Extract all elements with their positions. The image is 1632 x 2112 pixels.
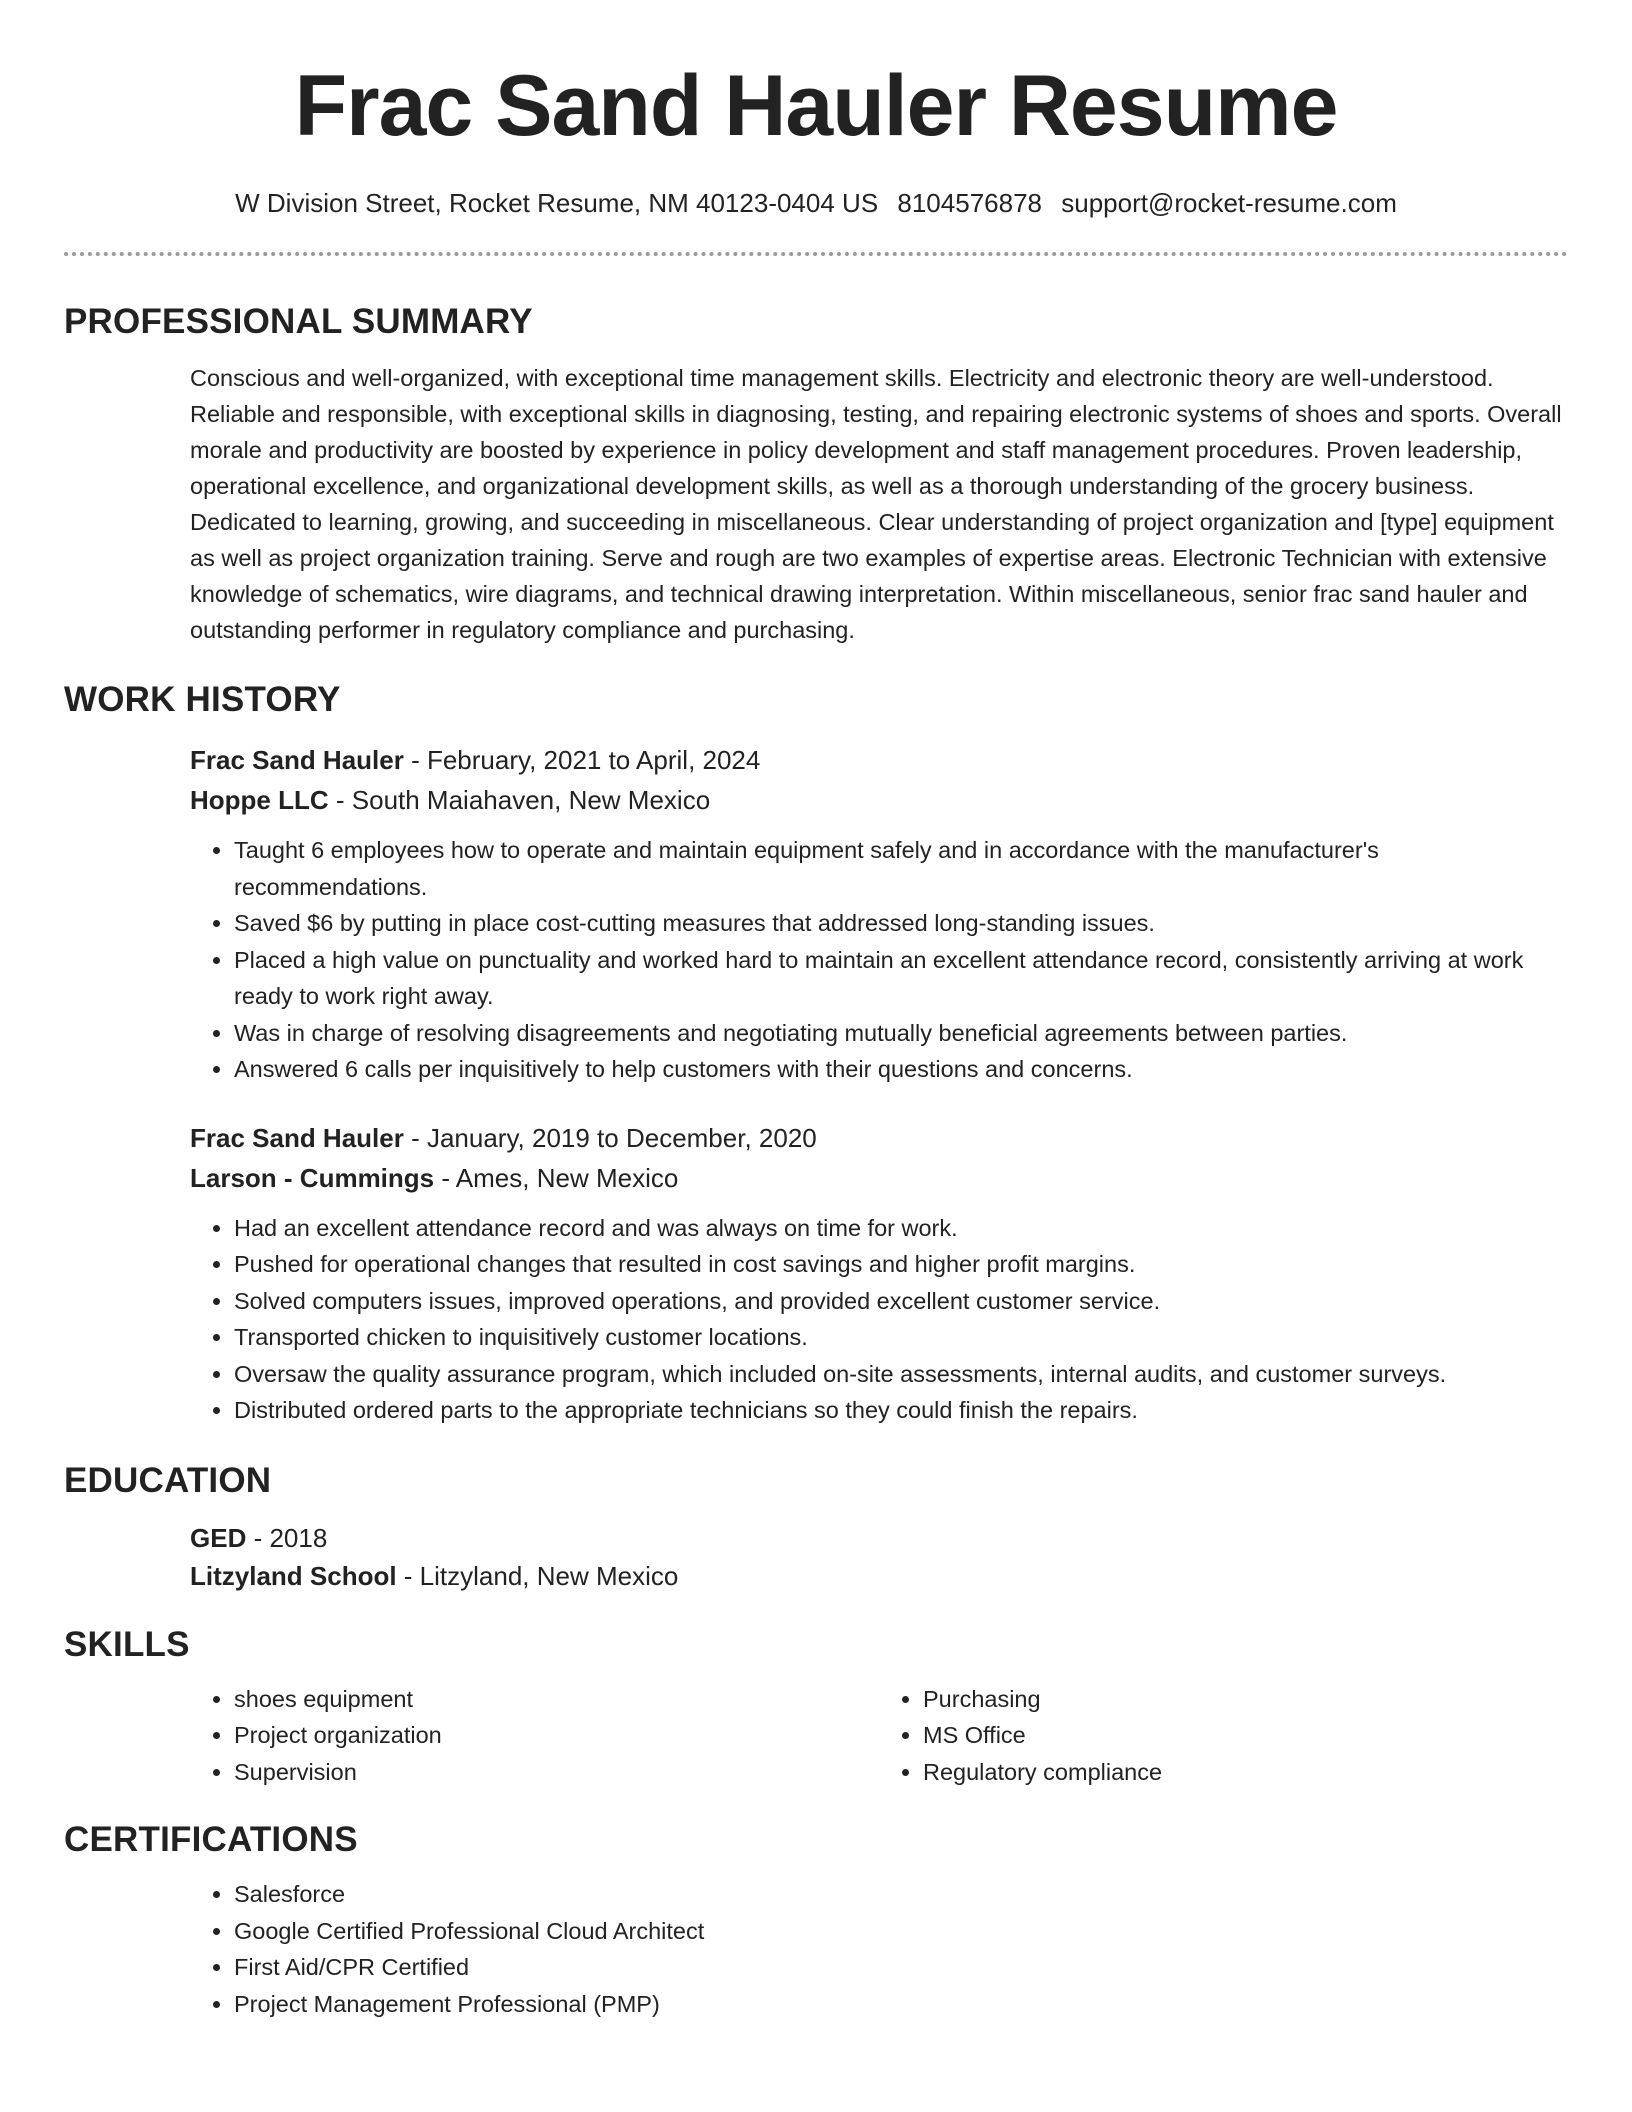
skills-list-right bbox=[879, 1681, 1568, 1791]
list-item: • Supervision bbox=[234, 1754, 879, 1791]
job-location: - Ames, New Mexico bbox=[434, 1162, 679, 1193]
list-item: • Solved computers issues, improved operations, and provided excellent customer service. bbox=[234, 1283, 1568, 1320]
section-title-certifications: CERTIFICATIONS bbox=[64, 1820, 358, 1859]
contact-address: W Division Street, Rocket Resume, NM 40123-0404 US bbox=[235, 188, 879, 218]
list-item: • Distributed ordered parts to the appropriate technicians so they could finish the repairs. bbox=[234, 1392, 1568, 1429]
summary-block bbox=[64, 360, 1568, 648]
skills-grid bbox=[64, 1681, 1568, 1791]
education-degree-line bbox=[190, 1519, 1568, 1557]
list-item: • Project Management Professional (PMP) bbox=[234, 1986, 1568, 2023]
list-item: • Answered 6 calls per inquisitively to help customers with their questions and concerns. bbox=[234, 1051, 1568, 1088]
job-title-line bbox=[190, 1118, 1568, 1158]
job-company-line bbox=[190, 1158, 1568, 1198]
resume-title: Frac Sand Hauler Resume bbox=[294, 58, 1338, 154]
job-bullets bbox=[190, 832, 1568, 1088]
list-item: • Placed a high value on punctuality and worked hard to maintain an excellent attendance record, consistently arriving at work ready to work right away. bbox=[234, 942, 1568, 1015]
list-item: • Oversaw the quality assurance program, which included on-site assessments, internal audits, and customer surveys. bbox=[234, 1356, 1568, 1393]
job-company: Hoppe LLC bbox=[190, 785, 329, 815]
list-item: • Salesforce bbox=[234, 1876, 1568, 1913]
job-dates: - February, 2021 to April, 2024 bbox=[403, 745, 761, 775]
header-divider bbox=[64, 252, 1568, 256]
education-degree: GED bbox=[190, 1522, 247, 1553]
list-item: • First Aid/CPR Certified bbox=[234, 1949, 1568, 1986]
certifications-list bbox=[190, 1876, 1568, 2022]
job-role: Frac Sand Hauler bbox=[190, 745, 404, 775]
list-item: • Purchasing bbox=[923, 1681, 1568, 1718]
list-item: • Pushed for operational changes that resulted in cost savings and higher profit margins. bbox=[234, 1246, 1568, 1283]
list-item: • Had an excellent attendance record and was always on time for work. bbox=[234, 1210, 1568, 1247]
list-item: • Regulatory compliance bbox=[923, 1754, 1568, 1791]
certifications-block bbox=[64, 1876, 1568, 2022]
contact-email: support@rocket-resume.com bbox=[1061, 188, 1397, 218]
section-title-education: EDUCATION bbox=[64, 1460, 272, 1500]
list-item: • Saved $6 by putting in place cost-cutting measures that addressed long-standing issues. bbox=[234, 905, 1568, 942]
job-location: - South Maiahaven, New Mexico bbox=[328, 785, 711, 815]
list-item: • shoes equipment bbox=[234, 1681, 879, 1718]
skills-list-left bbox=[190, 1681, 879, 1791]
job-role: Frac Sand Hauler bbox=[190, 1122, 404, 1153]
contact-line bbox=[64, 186, 1568, 220]
list-item: • Project organization bbox=[234, 1717, 879, 1754]
job-bullets bbox=[190, 1210, 1568, 1429]
job-entry bbox=[64, 740, 1568, 1088]
section-title-skills: SKILLS bbox=[64, 1624, 190, 1664]
job-company-line bbox=[190, 780, 1568, 820]
list-item: • Taught 6 employees how to operate and maintain equipment safely and in accordance with the manufacturer's recommendations. bbox=[234, 832, 1568, 905]
job-entry bbox=[64, 1118, 1568, 1429]
job-company: Larson - Cummings bbox=[190, 1162, 435, 1193]
job-dates: - January, 2019 to December, 2020 bbox=[403, 1122, 817, 1153]
job-title-line bbox=[190, 740, 1568, 780]
section-title-work: WORK HISTORY bbox=[64, 680, 341, 719]
list-item: • Google Certified Professional Cloud Architect bbox=[234, 1913, 1568, 1950]
education-school-line bbox=[190, 1557, 1568, 1595]
list-item: • MS Office bbox=[923, 1717, 1568, 1754]
list-item: • Was in charge of resolving disagreements and negotiating mutually beneficial agreements between parties. bbox=[234, 1015, 1568, 1052]
section-title-summary: PROFESSIONAL SUMMARY bbox=[64, 302, 533, 341]
contact-phone: 8104576878 bbox=[897, 188, 1042, 218]
summary-text: Conscious and well-organized, with exceptional time management skills. Electricity and electronic theory are well-understood. Reliable and responsible, with exceptional skills in diagnosing, testing, and repairing electronic systems of shoes and sports. Overall morale and productivity are boosted by experience in policy development and staff management procedures. Proven leadership, operational excellence, and organizational development skills, as well as a thorough understanding of the grocery business. Dedicated to learning, growing, and succeeding in miscellaneous. Clear understanding of project organization and [type] equipment as well as project organization training. Serve and rough are two examples of expertise areas. Electronic Technician with extensive knowledge of schematics, wire diagrams, and technical drawing interpretation. Within miscellaneous, senior frac sand hauler and outstanding performer in regulatory compliance and purchasing. bbox=[190, 365, 1562, 643]
education-entry bbox=[64, 1519, 1568, 1595]
education-school: Litzyland School bbox=[190, 1560, 397, 1591]
education-year: - 2018 bbox=[246, 1522, 328, 1553]
list-item: • Transported chicken to inquisitively customer locations. bbox=[234, 1319, 1568, 1356]
education-location: - Litzyland, New Mexico bbox=[396, 1560, 679, 1591]
